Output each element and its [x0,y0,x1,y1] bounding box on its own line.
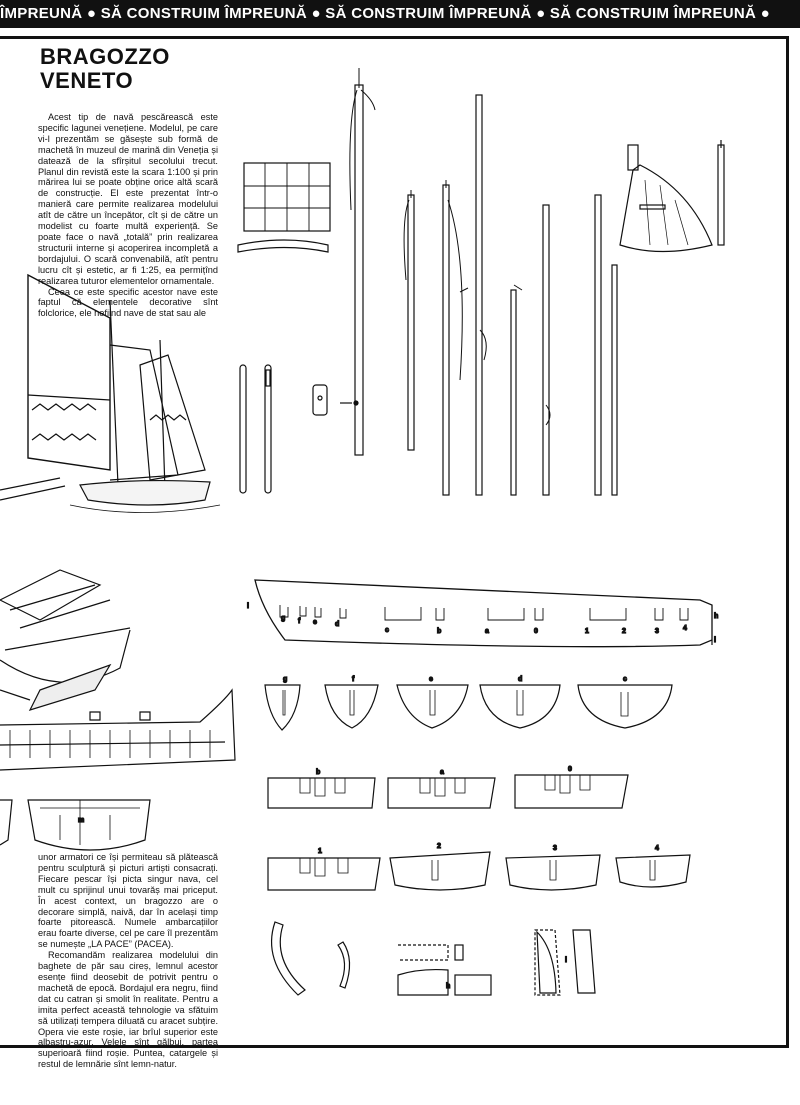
keel-profile [247,580,718,647]
hull-structure-drawing [0,570,130,710]
frame-label-1: 1 [318,848,322,855]
hull-cross-sections [0,800,150,850]
frame-label-3: 3 [553,845,557,852]
frames-row-3 [268,843,690,890]
title-line-2: VENETO [40,68,134,93]
sailing-boat-illustration [0,275,220,513]
masts-and-spars [350,68,617,495]
keel-label-e: e [313,619,317,626]
keel-label-f: f [298,618,301,625]
part-label-i: i [565,957,567,964]
frame-label-b: b [316,769,321,776]
frame-label-f: f [352,676,355,683]
paragraph: Ceea ce este specific acestor nave este faptul că elementele decorative sînt folclorice, ele nefiind nave de stat sau ale [38,286,218,319]
keel-label-3: 3 [655,628,659,635]
paragraph: Recomandăm realizarea modelului din baghete de păr sau cireș, lemnul acestor esențe fiind deosebit de potrivit pentru o machetă de epocă. Bordajul era negru, fiind dat cu catran și smolit în realitate. Pentru a imita perfect această tehnologie va sfătuim să utilizați tempera diluată cu aracet subțire. Opera vie este roșie, iar brîul superior este albastru-azur. Velele sînt gălbui, partea superioară fiind roșie. Puntea, catargele și restul de lemnărie sînt lemn-natur. [38,950,218,1070]
keel-label-b: b [437,628,442,635]
frame-label-a: a [440,769,444,776]
frame-label-e: e [429,676,433,683]
title-line-1: BRAGOZZO [40,44,170,69]
keel-label-h: h [714,613,719,620]
frame-label-c: c [623,676,627,683]
hatch-cover-drawing [238,163,330,252]
keel-label-0: 0 [534,628,538,635]
mast-vane [620,140,724,252]
frame-label-4: 4 [655,845,659,852]
series-banner: ÎMPREUNĂ ● SĂ CONSTRUIM ÎMPREUNĂ ● SĂ CONSTRUIM ÎMPREUNĂ ● SĂ CONSTRUIM ÎMPREUNĂ ● [0,0,800,28]
part-label-h: h [446,983,451,990]
keel-label-4: 4 [683,625,687,632]
mast-block [313,385,358,415]
frame-label-0: 0 [568,766,572,773]
small-parts [272,922,595,995]
keel-label-2: 2 [622,628,626,635]
frames-row-1 [265,676,672,730]
frame-label-d: d [518,676,523,683]
keel-label-1: 1 [585,628,589,635]
frame-label-2: 2 [437,843,441,850]
section-label-m: m [78,817,85,824]
keel-label-i: i [714,637,716,644]
keel-label-c: c [385,627,389,634]
frame-label-g: g [283,676,288,683]
keel-label-g: g [281,615,286,622]
keel-label-a: a [485,628,489,635]
keel-label-l: l [247,603,249,610]
keel-label-d: d [335,621,340,628]
paragraph: Acest tip de navă pescărească este specific lagunei venețiene. Modelul, pe care vi-l prezentăm se găsește sub formă de machetă în muzeul de marină din Veneția și datează de la sfîrșitul secolului trecut. Planul din revistă este la scara 1:100 și prin mărirea lui se poate obține orice altă scară de construcție. El este prezentat într-o manieră care permite realizarea modelului atît de către un începător, cît și de către un modelist cu foarte multă experiență. Se poate face o navă „totală” prin realizarea structurii interne și acoperirea incompletă a bordajului. O scară convenabilă, atît pentru lucru cît și estetic, ar fi 1:25, ea permițînd realizarea tuturor elementelor ornamentale. [38,112,218,286]
belaying-pins [240,365,271,493]
frames-row-2 [268,766,628,808]
paragraph: unor armatori ce își permiteau să plătească pentru sculptură și picturi artiști consacrați. Fiecare pescar își picta singur nava, cel mult cu sprijinul unui tovarăș mai priceput. În acest context, un bragozzo are o decorare simplă, naivă, dar în același timp foarte pitorească. Numele ambarcațiilor erau foarte diverse, cel pe care îl prezentăm se numește „LA PACE” (PACEA). [38,852,218,950]
